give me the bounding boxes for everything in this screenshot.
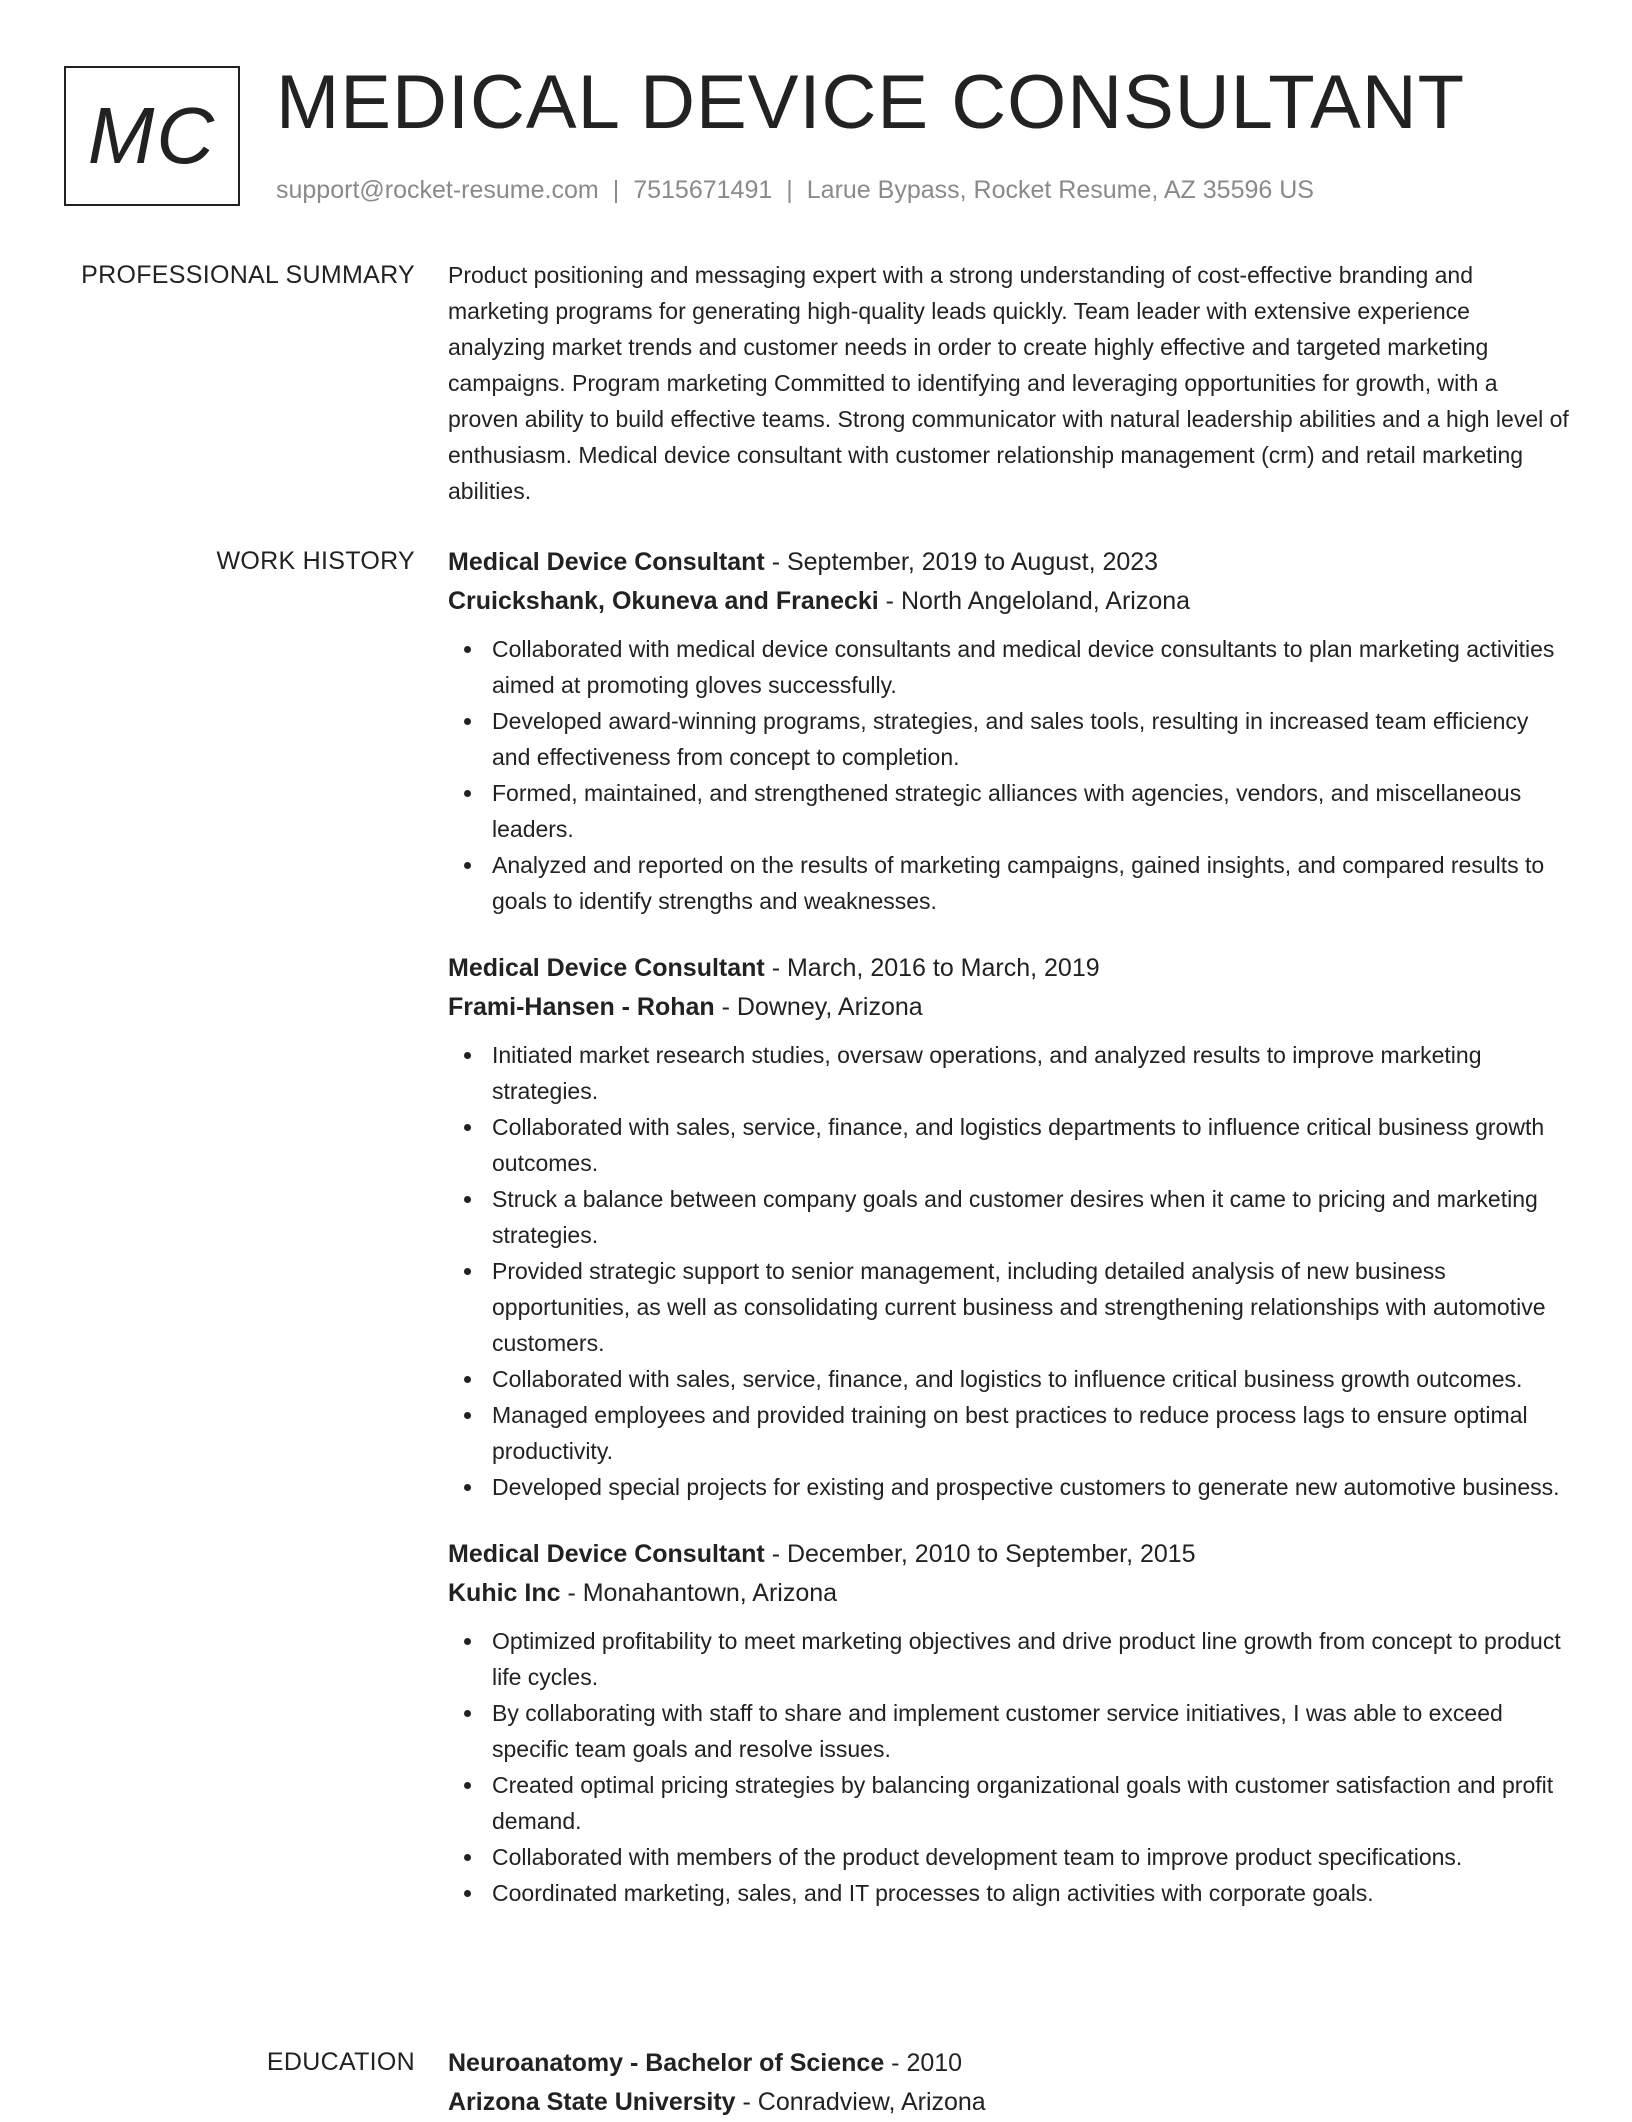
education-degree: Neuroanatomy - Bachelor of Science xyxy=(448,2049,885,2077)
job-bullet: Struck a balance between company goals and customer desires when it came to pricing and marketing strategies. xyxy=(448,1181,1570,1253)
contact-separator: | xyxy=(612,176,620,204)
monogram-box xyxy=(64,66,240,206)
summary-body xyxy=(448,257,1570,509)
education-year: - 2010 xyxy=(884,2049,963,2077)
job-entry xyxy=(448,1535,1570,1911)
job-entry xyxy=(448,543,1570,919)
contact-address: Larue Bypass, Rocket Resume, AZ 35596 US xyxy=(806,176,1314,204)
education-school: Arizona State University xyxy=(448,2088,736,2116)
contact-email: support@rocket-resume.com xyxy=(276,176,599,204)
job-location: - Downey, Arizona xyxy=(714,993,923,1021)
job-bullet: Optimized profitability to meet marketing objectives and drive product line growth from concept to product life cycles. xyxy=(448,1623,1570,1695)
page-title: MEDICAL DEVICE CONSULTANT xyxy=(276,60,1466,145)
job-bullet: By collaborating with staff to share and implement customer service initiatives, I was able to exceed specific team goals and resolve issues. xyxy=(448,1695,1570,1767)
job-dates: - September, 2019 to August, 2023 xyxy=(764,548,1159,576)
job-bullet: Developed award-winning programs, strategies, and sales tools, resulting in increased team efficiency and effectiveness from concept to completion. xyxy=(448,703,1570,775)
section-label-work-history: WORK HISTORY xyxy=(216,547,415,575)
contact-line xyxy=(276,173,1314,207)
job-location: - Monahantown, Arizona xyxy=(560,1579,838,1607)
work-history-body xyxy=(448,543,1570,1941)
job-entry xyxy=(448,949,1570,1505)
job-company: Cruickshank, Okuneva and Franecki xyxy=(448,587,879,615)
summary-text: Product positioning and messaging expert with a strong understanding of cost-effective branding and marketing programs for generating high-quality leads quickly. Team leader with extensive experience analyzing market trends and customer needs in order to create highly effective and targeted marketing campaigns. Program marketing Committed to identifying and leveraging opportunities for growth, with a proven ability to build effective teams. Strong communicator with natural leadership abilities and a high level of enthusiasm. Medical device consultant with customer relationship management (crm) and retail marketing abilities. xyxy=(448,262,1569,504)
section-label-education: EDUCATION xyxy=(266,2048,415,2076)
job-company-line xyxy=(448,582,1570,621)
contact-separator: | xyxy=(786,176,793,204)
job-title: Medical Device Consultant xyxy=(448,954,765,982)
job-bullet: Collaborated with members of the product development team to improve product specifications. xyxy=(448,1839,1570,1875)
job-bullets xyxy=(448,1623,1570,1911)
job-company: Kuhic Inc xyxy=(448,1579,561,1607)
job-company-line xyxy=(448,988,1570,1027)
job-dates: - December, 2010 to September, 2015 xyxy=(764,1540,1196,1568)
education-degree-line xyxy=(448,2044,1570,2083)
job-bullet: Created optimal pricing strategies by balancing organizational goals with customer satisfaction and profit demand. xyxy=(448,1767,1570,1839)
job-title: Medical Device Consultant xyxy=(448,1540,765,1568)
job-bullet: Collaborated with medical device consultants and medical device consultants to plan marketing activities aimed at promoting gloves successfully. xyxy=(448,631,1570,703)
job-bullet: Collaborated with sales, service, finance, and logistics departments to influence critical business growth outcomes. xyxy=(448,1109,1570,1181)
job-location: - North Angeloland, Arizona xyxy=(878,587,1191,615)
job-title-line xyxy=(448,1535,1570,1574)
job-bullet: Initiated market research studies, oversaw operations, and analyzed results to improve marketing strategies. xyxy=(448,1037,1570,1109)
section-label-summary: PROFESSIONAL SUMMARY xyxy=(81,261,415,289)
job-company: Frami-Hansen - Rohan xyxy=(448,993,715,1021)
job-bullets xyxy=(448,631,1570,919)
job-bullet: Coordinated marketing, sales, and IT processes to align activities with corporate goals. xyxy=(448,1875,1570,1911)
job-bullet: Provided strategic support to senior management, including detailed analysis of new business opportunities, as well as consolidating current business and strengthening relationships with automotive customers. xyxy=(448,1253,1570,1361)
education-body xyxy=(448,2044,1570,2122)
job-bullet: Analyzed and reported on the results of marketing campaigns, gained insights, and compared results to goals to identify strengths and weaknesses. xyxy=(448,847,1570,919)
education-school-line xyxy=(448,2083,1570,2122)
job-dates: - March, 2016 to March, 2019 xyxy=(764,954,1100,982)
job-bullet: Developed special projects for existing and prospective customers to generate new automotive business. xyxy=(448,1469,1570,1505)
job-bullets xyxy=(448,1037,1570,1505)
education-location: - Conradview, Arizona xyxy=(735,2088,986,2116)
job-title-line xyxy=(448,949,1570,988)
job-company-line xyxy=(448,1574,1570,1613)
job-title: Medical Device Consultant xyxy=(448,548,765,576)
job-bullet: Managed employees and provided training on best practices to reduce process lags to ensure optimal productivity. xyxy=(448,1397,1570,1469)
contact-phone: 7515671491 xyxy=(633,176,773,204)
job-bullet: Collaborated with sales, service, finance, and logistics to influence critical business growth outcomes. xyxy=(448,1361,1570,1397)
job-bullet: Formed, maintained, and strengthened strategic alliances with agencies, vendors, and miscellaneous leaders. xyxy=(448,775,1570,847)
job-title-line xyxy=(448,543,1570,582)
monogram-initials: MC xyxy=(87,91,217,180)
